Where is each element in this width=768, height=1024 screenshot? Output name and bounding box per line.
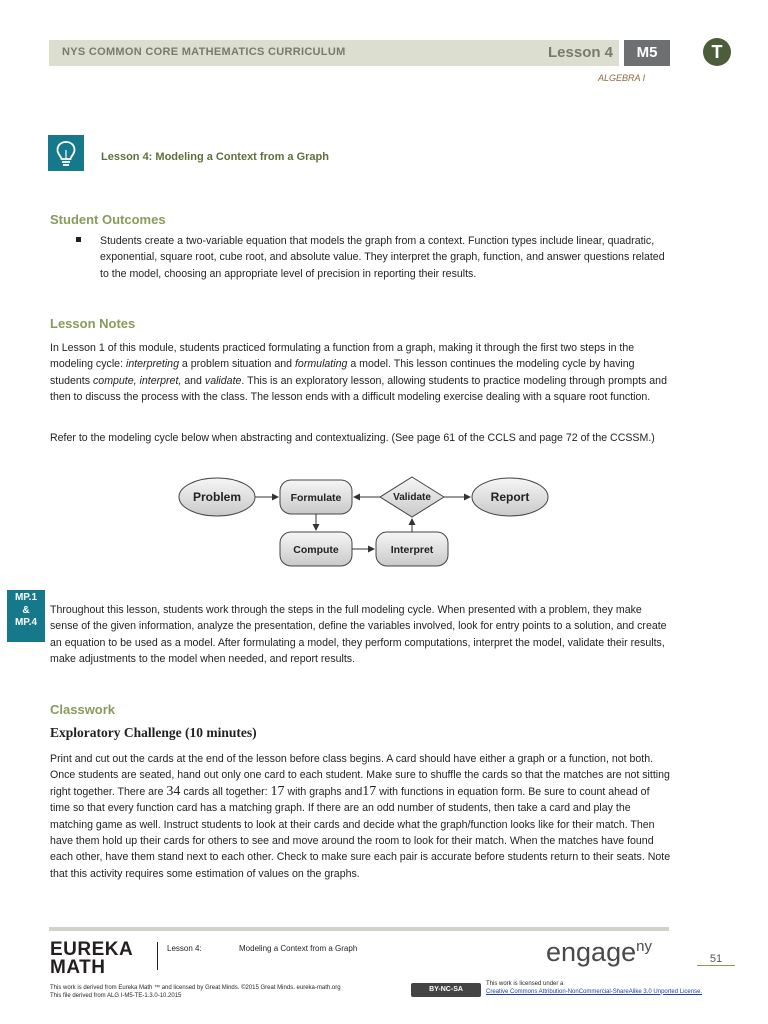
footer-rule: [49, 927, 669, 931]
mp-paragraph: Throughout this lesson, students work through the steps in the full modeling cycle. When presented with a problem, they make sense of the given information, analyze the presentation, define the variables involved, look for entry points to a solution, and create an equation to be used as a model. After formulating a model, they perform computations, interpret the model, validate their results, make adjustments to the model when needed, and report results.: [50, 604, 667, 666]
node-compute: Compute: [293, 544, 339, 556]
lesson-title: Lesson 4: Modeling a Context from a Graph: [101, 151, 329, 163]
bullet-icon: [76, 237, 81, 242]
topic-badge: T: [703, 38, 731, 66]
mp-tag: MP.1 & MP.4: [7, 590, 45, 642]
classwork-paragraph: Print and cut out the cards at the end of the lesson before class begins. A card should have either a graph or a function, not both. Once students are seated, hand out only one card to each student. Make sure to shuffle the cards so that the matches are not sitting right together. There are 34 cards all together: 17 with graphs and17 with functions in equation form. Be sure to count ahead of time so that every function card has a matching graph. If there are an odd number of students, then take a card and play the matching game as well. Instruct students to look at their cards and decide what the graph/function looks like for their match. Then have them hold up their cards for others to see and move around the room to look for their match. When the matches have found each other, have them stand next to each other. Check to make sure each pair is accurate before students return to their seats. Note that this activity requires some estimation of values on the graphs.: [50, 753, 671, 880]
node-formulate: Formulate: [290, 492, 342, 504]
lesson-notes-paragraph-2: Refer to the modeling cycle below when abstracting and contextualizing. (See page 61 of the CCLS and page 72 of the CCSSM.): [50, 432, 655, 444]
exploratory-challenge-heading: Exploratory Challenge (10 minutes): [50, 725, 257, 740]
lesson-notes-paragraph-1: In Lesson 1 of this module, students practiced formulating a function from a graph, making it through the first two steps in the modeling cycle: interpreting a problem situation and formulating a model. This lesson continues the modeling cycle by having students compute, interpret, and validate. This is an exploratory lesson, allowing students to practice modeling through prompts and then to discuss the process with the class. The lesson ends with a difficult modeling exercise dealing with a square root function.: [50, 342, 667, 404]
student-outcomes-heading: Student Outcomes: [50, 212, 166, 227]
engageny-logo: engage$^{ny}$: [546, 937, 652, 967]
cc-license-badge: BY-NC-SA: [411, 983, 481, 997]
header-lesson: Lesson 4: [548, 44, 614, 61]
modeling-cycle-diagram: [172, 466, 562, 576]
outcome-bullet: Students create a two-variable equation that models the graph from a context. Function types include linear, quadratic, exponential, square root, cube root, and absolute value. They interpret the graph, function, and answer questions related to the model, choosing an appropriate level of precision in reporting their results.: [100, 235, 665, 280]
node-problem: Problem: [192, 490, 242, 504]
eureka-math-logo: EUREKA MATH: [50, 939, 134, 978]
license-link[interactable]: Creative Commons Attribution-NonCommercial-ShareAlike 3.0 Unported License.: [486, 988, 703, 995]
lesson-notes-heading: Lesson Notes: [50, 316, 136, 331]
node-report: Report: [490, 490, 530, 504]
lightbulb-icon: [48, 135, 84, 171]
curriculum-title: NYS COMMON CORE MATHEMATICS CURRICULUM: [62, 46, 346, 58]
module-badge: M5: [624, 40, 670, 66]
node-interpret: Interpret: [390, 544, 434, 556]
node-validate: Validate: [393, 492, 431, 503]
license-notice: This work is licensed under a Creative Commons Attribution-NonCommercial-ShareAlike 3.0 Unported License.: [486, 981, 703, 995]
footer-divider: [157, 942, 158, 970]
course-label: ALGEBRA I: [598, 73, 646, 83]
derived-notice: This work is derived from Eureka Math ™ and licensed by Great Minds. ©2015 Great Minds. eureka-math.org This file derived from ALG I-M5-TE-1.3.0-10.2015: [50, 985, 341, 999]
page-number: 51: [697, 953, 735, 966]
classwork-heading: Classwork: [50, 702, 116, 717]
footer-lesson-title: Modeling a Context from a Graph: [239, 944, 358, 953]
footer-lesson-label: Lesson 4:: [167, 944, 202, 953]
